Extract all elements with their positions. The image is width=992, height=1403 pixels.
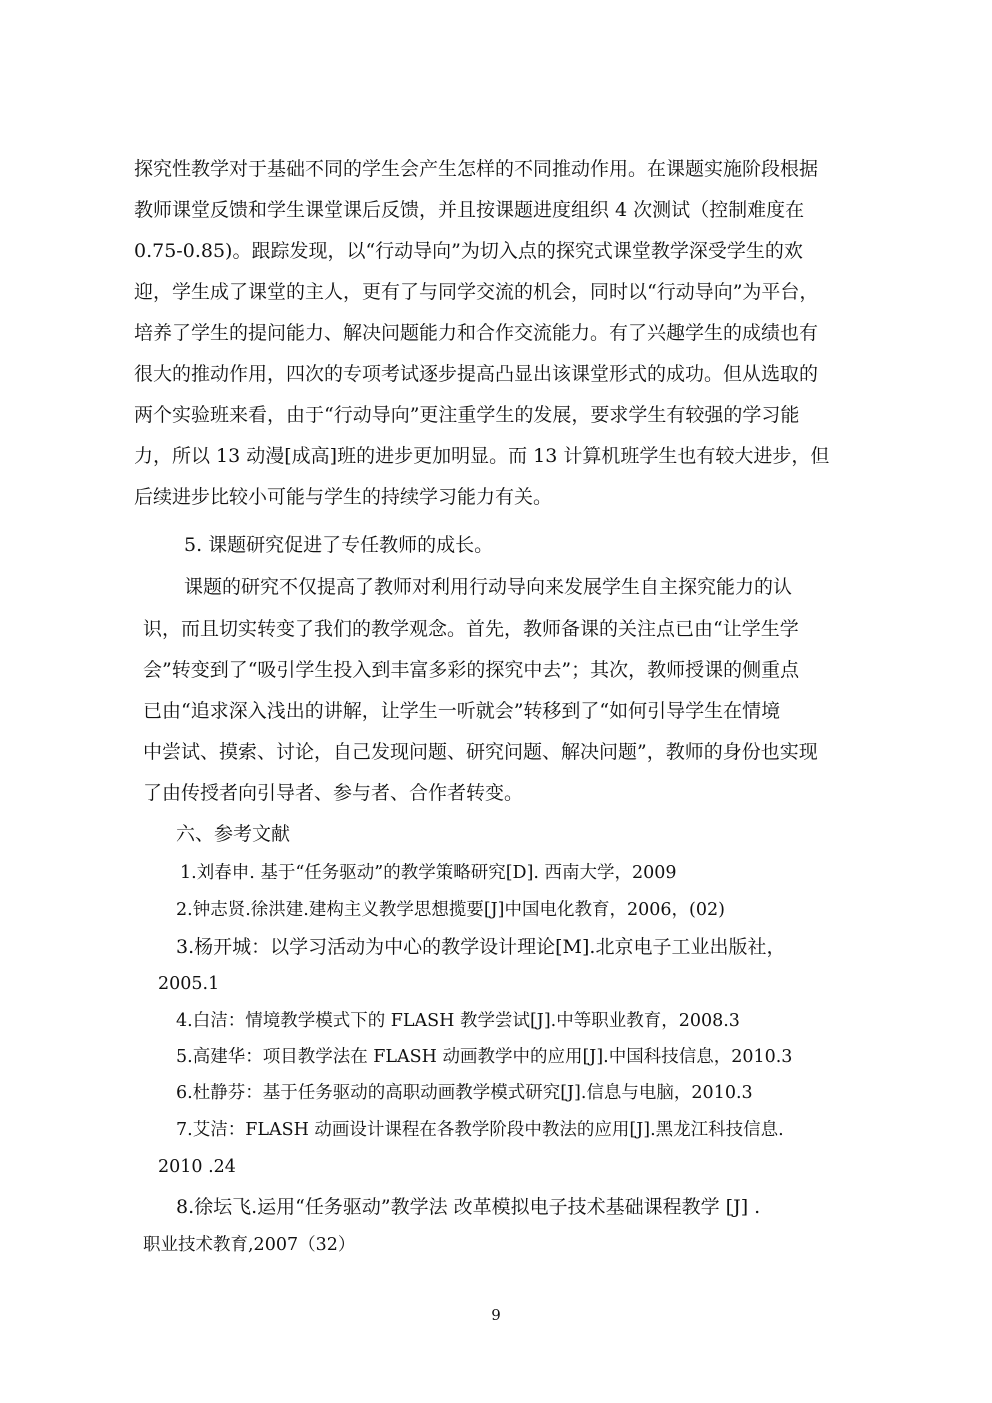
reference-item: 7.艾洁：FLASH 动画设计课程在各教学阶段中教法的应用[J].黑龙江科技信息. [176, 1120, 784, 1140]
reference-item: 1.刘春申. 基于“任务驱动”的教学策略研究[D]. 西南大学，2009 [180, 863, 677, 883]
reference-item: 2005.1 [158, 974, 220, 994]
paragraph-line: 迎，学生成了课堂的主人，更有了与同学交流的机会，同时以“行动导向”为平台， [134, 281, 819, 303]
paragraph-line: 了由传授者向引导者、参与者、合作者转变。 [143, 782, 524, 804]
paragraph-line: 识，而且切实转变了我们的教学观念。首先，教师备课的关注点已由“让学生学 [143, 618, 799, 640]
reference-item: 职业技术教育,2007（32） [143, 1235, 356, 1255]
reference-item: 2.钟志贤.徐洪建.建构主义教学思想揽要[J]中国电化教育，2006，(02) [176, 900, 725, 920]
reference-item: 4.白洁：情境教学模式下的 FLASH 教学尝试[J].中等职业教育，2008.3 [176, 1011, 740, 1031]
reference-item: 5.高建华：项目教学法在 FLASH 动画教学中的应用[J].中国科技信息，2010.3 [176, 1047, 793, 1067]
reference-item: 3.杨开城：以学习活动为中心的教学设计理论[M].北京电子工业出版社， [176, 936, 786, 958]
paragraph-line: 力，所以 13 动漫[成高]班的进步更加明显。而 13 计算机班学生也有较大进步，但 [134, 445, 830, 467]
reference-item: 6.杜静芬：基于任务驱动的高职动画教学模式研究[J].信息与电脑，2010.3 [176, 1083, 753, 1103]
section-heading: 六、参考文献 [176, 823, 291, 845]
paragraph-line: 已由“追求深入浅出的讲解，让学生一听就会”转移到了“如何引导学生在情境 [143, 700, 781, 722]
paragraph-line: 课题的研究不仅提高了教师对利用行动导向来发展学生自主探究能力的认 [184, 576, 793, 598]
paragraph-line: 探究性教学对于基础不同的学生会产生怎样的不同推动作用。在课题实施阶段根据 [134, 158, 819, 180]
paragraph-line: 0.75-0.85)。跟踪发现，以“行动导向”为切入点的探究式课堂教学深受学生的欢 [134, 240, 803, 262]
paragraph-line: 会”转变到了“吸引学生投入到丰富多彩的探究中去”；其次，教师授课的侧重点 [143, 659, 800, 681]
reference-item: 8.徐坛飞.运用“任务驱动”教学法 改革模拟电子技术基础课程教学 [J] . [176, 1196, 761, 1218]
item5-heading: 5. 课题研究促进了专任教师的成长。 [184, 534, 494, 556]
paragraph-line: 两个实验班来看，由于“行动导向”更注重学生的发展，要求学生有较强的学习能 [134, 404, 800, 426]
paragraph-line: 后续进步比较小可能与学生的持续学习能力有关。 [134, 486, 553, 508]
paragraph-line: 中尝试、摸索、讨论，自己发现问题、研究问题、解决问题”，教师的身份也实现 [143, 741, 818, 763]
paragraph-line: 很大的推动作用，四次的专项考试逐步提高凸显出该课堂形式的成功。但从选取的 [134, 363, 819, 385]
paragraph-line: 培养了学生的提问能力、解决问题能力和合作交流能力。有了兴趣学生的成绩也有 [134, 322, 819, 344]
paragraph-line: 教师课堂反馈和学生课堂课后反馈，并且按课题进度组织 4 次测试（控制难度在 [134, 199, 805, 221]
reference-item: 2010 .24 [158, 1157, 236, 1177]
page-number: 9 [491, 1306, 501, 1324]
